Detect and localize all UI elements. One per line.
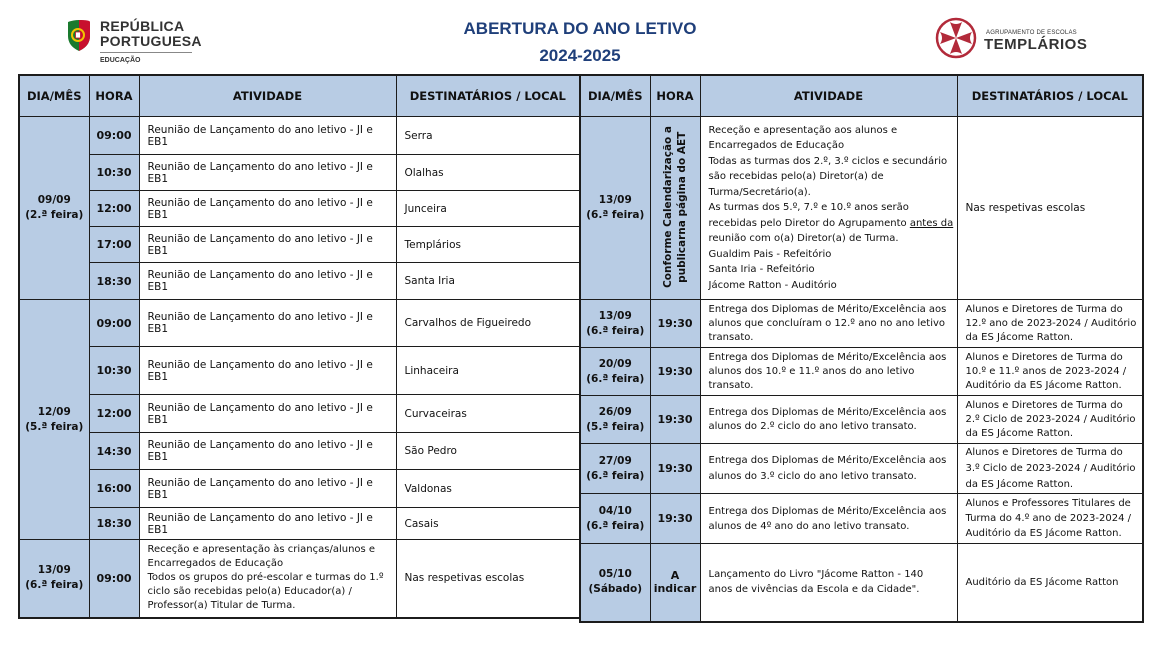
table-row (19, 227, 580, 263)
table-row (580, 348, 1143, 396)
activity-cell: Entrega dos Diplomas de Mérito/Excelência aos alunos do 2.º ciclo do ano letivo transato. (700, 396, 957, 444)
activity-text-underlined: antes da (909, 217, 954, 229)
time-cell: 19:30 (650, 348, 700, 396)
col-header-atividade: ATIVIDADE (700, 75, 957, 117)
col-header-hora: HORA (650, 75, 700, 117)
col-header-dia: DIA/MÊS (580, 75, 650, 117)
location-cell: Alunos e Professores Titulares de Turma do 4.º ano de 2023-2024 / Auditório da ES Jácome Ratton. (957, 494, 1143, 544)
day-cell: 26/09 (5.ª feira) (580, 396, 650, 444)
time-cell: 10:30 (89, 155, 139, 191)
location-cell: Alunos e Diretores de Turma do 2.º Ciclo de 2023-2024 / Auditório da ES Jácome Ratton. (957, 396, 1143, 444)
table-row (19, 470, 580, 508)
time-cell: 16:00 (89, 470, 139, 508)
activity-cell: Entrega dos Diplomas de Mérito/Excelência aos alunos que concluíram o 12.º ano no ano letivo transato. (700, 300, 957, 348)
day-cell: 09/09 (2.ª feira) (19, 117, 89, 300)
table-row (19, 117, 580, 155)
school-logo-name: TEMPLÁRIOS (984, 36, 1088, 53)
day-cell: 27/09 (6.ª feira) (580, 444, 650, 494)
activity-cell (700, 117, 957, 300)
table-header-row (580, 75, 1143, 117)
location-cell: Valdonas (396, 470, 580, 508)
gov-logo-line1: REPÚBLICA (100, 18, 185, 34)
location-cell: Curvaceiras (396, 395, 580, 433)
time-cell: 19:30 (650, 300, 700, 348)
activity-text-part2: reunião com o(a) Diretor(a) de Turma. Gualdim Pais - Refeitório Santa Iria - Refeitório Jácome Ratton - Auditório (708, 233, 899, 291)
location-cell: Olalhas (396, 155, 580, 191)
col-header-dia: DIA/MÊS (19, 75, 89, 117)
table-row (580, 117, 1143, 300)
table-row (19, 395, 580, 433)
location-cell: Auditório da ES Jácome Ratton (957, 544, 1143, 622)
time-cell: 12:00 (89, 395, 139, 433)
activity-cell: Entrega dos Diplomas de Mérito/Excelência aos alunos dos 10.º e 11.º anos do ano letivo transato. (700, 348, 957, 396)
location-cell: Santa Iria (396, 263, 580, 300)
table-row (580, 544, 1143, 622)
table-row (19, 155, 580, 191)
activity-cell: Reunião de Lançamento do ano letivo - JI e EB1 (139, 347, 396, 395)
table-row (580, 494, 1143, 544)
col-header-hora: HORA (89, 75, 139, 117)
location-cell: Alunos e Diretores de Turma do 12.º ano de 2023-2024 / Auditório da ES Jácome Ratton. (957, 300, 1143, 348)
day-cell: 20/09 (6.ª feira) (580, 348, 650, 396)
day-cell: 04/10 (6.ª feira) (580, 494, 650, 544)
day-cell: 12/09 (5.ª feira) (19, 300, 89, 540)
time-cell: 18:30 (89, 263, 139, 300)
time-cell: 09:00 (89, 300, 139, 347)
col-header-destinatarios: DESTINATÁRIOS / LOCAL (957, 75, 1143, 117)
activity-cell: Reunião de Lançamento do ano letivo - JI e EB1 (139, 433, 396, 470)
time-cell (650, 117, 700, 300)
time-cell: 14:30 (89, 433, 139, 470)
location-cell: São Pedro (396, 433, 580, 470)
activity-cell: Reunião de Lançamento do ano letivo - JI e EB1 (139, 155, 396, 191)
table-row (19, 347, 580, 395)
day-cell: 13/09 (6.ª feira) (580, 300, 650, 348)
activity-cell: Reunião de Lançamento do ano letivo - JI e EB1 (139, 508, 396, 540)
page-header (0, 0, 1159, 72)
page-subtitle-year: 2024-2025 (539, 46, 621, 65)
activity-cell: Reunião de Lançamento do ano letivo - JI e EB1 (139, 191, 396, 227)
time-cell: 17:00 (89, 227, 139, 263)
activity-cell: Reunião de Lançamento do ano letivo - JI e EB1 (139, 300, 396, 347)
templarios-logo (934, 16, 1104, 60)
portuguese-flag-emblem-icon (66, 18, 92, 52)
schedule-table-left (18, 74, 581, 619)
location-cell: Alunos e Diretores de Turma do 10.º e 11.º anos de 2023-2024 / Auditório da ES Jácome Ratton. (957, 348, 1143, 396)
table-row (19, 263, 580, 300)
activity-cell: Reunião de Lançamento do ano letivo - JI e EB1 (139, 263, 396, 300)
time-vertical-note: Conforme Calendarização a publicarna página do AET (662, 125, 688, 288)
table-row (580, 300, 1143, 348)
location-cell: Nas respetivas escolas (396, 540, 580, 618)
day-cell: 13/09 (6.ª feira) (580, 117, 650, 300)
location-cell: Nas respetivas escolas (957, 117, 1143, 300)
schedule-table-right (579, 74, 1144, 623)
activity-cell: Entrega dos Diplomas de Mérito/Excelência aos alunos de 4º ano do ano letivo transato. (700, 494, 957, 544)
col-header-atividade: ATIVIDADE (139, 75, 396, 117)
day-cell: 05/10 (Sábado) (580, 544, 650, 622)
col-header-destinatarios: DESTINATÁRIOS / LOCAL (396, 75, 580, 117)
time-cell: 19:30 (650, 444, 700, 494)
location-cell: Alunos e Diretores de Turma do 3.º Ciclo de 2023-2024 / Auditório da ES Jácome Ratton. (957, 444, 1143, 494)
location-cell: Casais (396, 508, 580, 540)
page-title: ABERTURA DO ANO LETIVO (463, 19, 697, 38)
time-cell: 12:00 (89, 191, 139, 227)
gov-logo-sub: EDUCAÇÃO (100, 57, 141, 64)
time-cell: 09:00 (89, 117, 139, 155)
time-cell: A indicar (650, 544, 700, 622)
table-row (580, 444, 1143, 494)
republica-portuguesa-logo (64, 14, 204, 70)
table-row (19, 508, 580, 540)
activity-cell: Reunião de Lançamento do ano letivo - JI e EB1 (139, 470, 396, 508)
activity-cell: Reunião de Lançamento do ano letivo - JI e EB1 (139, 117, 396, 155)
time-cell: 09:00 (89, 540, 139, 618)
location-cell: Serra (396, 117, 580, 155)
table-header-row (19, 75, 580, 117)
table-row (580, 396, 1143, 444)
activity-cell: Entrega dos Diplomas de Mérito/Excelência aos alunos do 3.º ciclo do ano letivo transato. (700, 444, 957, 494)
time-cell: 18:30 (89, 508, 139, 540)
gov-logo-line2: PORTUGUESA (100, 33, 202, 49)
day-cell: 13/09 (6.ª feira) (19, 540, 89, 618)
templar-cross-emblem-icon (934, 16, 978, 60)
activity-cell: Reunião de Lançamento do ano letivo - JI e EB1 (139, 395, 396, 433)
activity-cell: Receção e apresentação às crianças/alunos e Encarregados de Educação Todos os grupos do pré-escolar e turmas do 1.º ciclo são recebidas pelo(a) Educador(a) / Professor(a) Titular de Turma. (139, 540, 396, 618)
location-cell: Templários (396, 227, 580, 263)
location-cell: Carvalhos de Figueiredo (396, 300, 580, 347)
time-cell: 19:30 (650, 494, 700, 544)
table-row (19, 433, 580, 470)
table-row (19, 300, 580, 347)
gov-logo-divider (100, 52, 192, 53)
activity-cell: Reunião de Lançamento do ano letivo - JI e EB1 (139, 227, 396, 263)
location-cell: Junceira (396, 191, 580, 227)
table-row (19, 191, 580, 227)
table-row (19, 540, 580, 618)
activity-text-part1: Receção e apresentação aos alunos e Encarregados de Educação Todas as turmas dos 2.º, 3.º ciclos e secundário são recebidas pelo(a) Diretor(a) de Turma/Secretário(a). As turmas dos 5.º, 7.º e 10.º anos serão recebidas pelo Diretor do Agrupamento (708, 124, 948, 229)
school-logo-small-text: AGRUPAMENTO DE ESCOLAS (986, 30, 1077, 36)
time-cell: 10:30 (89, 347, 139, 395)
time-cell: 19:30 (650, 396, 700, 444)
location-cell: Linhaceira (396, 347, 580, 395)
activity-cell: Lançamento do Livro "Jácome Ratton - 140 anos de vivências da Escola e da Cidade". (700, 544, 957, 622)
